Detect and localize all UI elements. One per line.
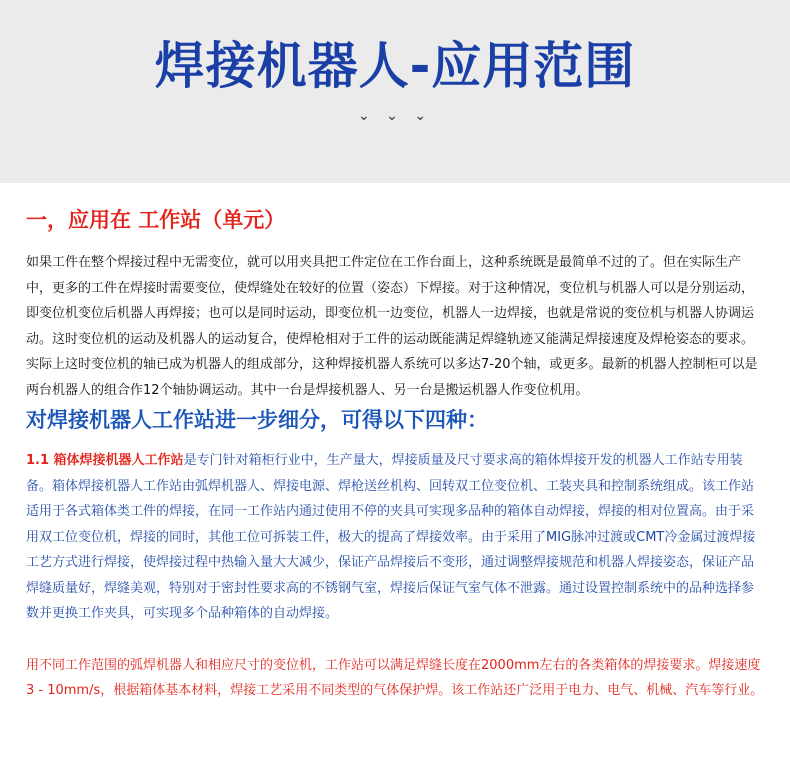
chevron-down-icon: ⌄ ⌄ ⌄: [357, 108, 433, 124]
header-banner: [0, 0, 790, 183]
section-heading-workstation: 一，应用在 工作站（单元）: [26, 208, 286, 232]
box-welding-paragraph: [26, 448, 766, 627]
application-paragraph: 用不同工作范围的弧焊机器人和相应尺寸的变位机，工作站可以满足焊缝长度在2000mm左右的各类箱体的焊接要求。焊接速度3 - 10mm/s，根据箱体基本材料，焊接工艺采用不同类型的气体保护焊。该工作站还广泛用于电力、电气、机械、汽车等行业。: [26, 657, 764, 698]
box-welding-text: 是专门针对箱柜行业中，生产量大，焊接质量及尺寸要求高的箱体焊接开发的机器人工作站专用装备。箱体焊接机器人工作站由弧焊机器人、焊接电源、焊枪送丝机构、回转双工位变位机、工装夹具和控制系统组成。该工作站适用于各式箱体类工件的焊接，在同一工作站内通过使用不停的夹具可实现多品种的箱体自动焊接，焊接的相对位置高。由于采用双工位变位机，焊接的同时，其他工位可拆装工件，极大的提高了焊接效率。由于采用了MIG脉冲过渡或CMT冷金属过渡焊接工艺方式进行焊接，使焊接过程中热输入量大大减少，保证产品焊接后不变形，通过调整焊接规范和机器人焊接姿态，保证产品焊缝质量好，焊缝美观，特别对于密封性要求高的不锈钢气室，焊接后保证气室气体不泄露。通过设置控制系统中的品种选择参数并更换工作夹具，可实现多个品种箱体的自动焊接。: [26, 453, 756, 621]
page-title: 焊接机器人-应用范围: [154, 37, 636, 95]
article-body: [0, 206, 790, 704]
subsection-heading: 对焊接机器人工作站进一步细分，可得以下四种：: [26, 408, 488, 432]
intro-paragraph: 如果工件在整个焊接过程中无需变位，就可以用夹具把工件定位在工作台面上，这种系统既是最简单不过的了。但在实际生产中，更多的工件在焊接时需要变位，使焊缝处在较好的位置（姿态）下焊接。对于这种情况，变位机与机器人可以是分别运动，即变位机变位后机器人再焊接；也可以是同时运动，即变位机一边变位，机器人一边焊接，也就是常说的变位机与机器人协调运动。这时变位机的运动及机器人的运动复合，使焊枪相对于工件的运动既能满足焊缝轨迹又能满足焊接速度及焊枪姿态的要求。实际上这时变位机的轴已成为机器人的组成部分，这种焊接机器人系统可以多达7-20个轴，或更多。最新的机器人控制柜可以是两台机器人的组合作12个轴协调运动。其中一台是焊接机器人、另一台是搬运机器人作变位机用。: [26, 255, 758, 398]
box-welding-title: 1.1 箱体焊接机器人工作站: [26, 453, 184, 468]
